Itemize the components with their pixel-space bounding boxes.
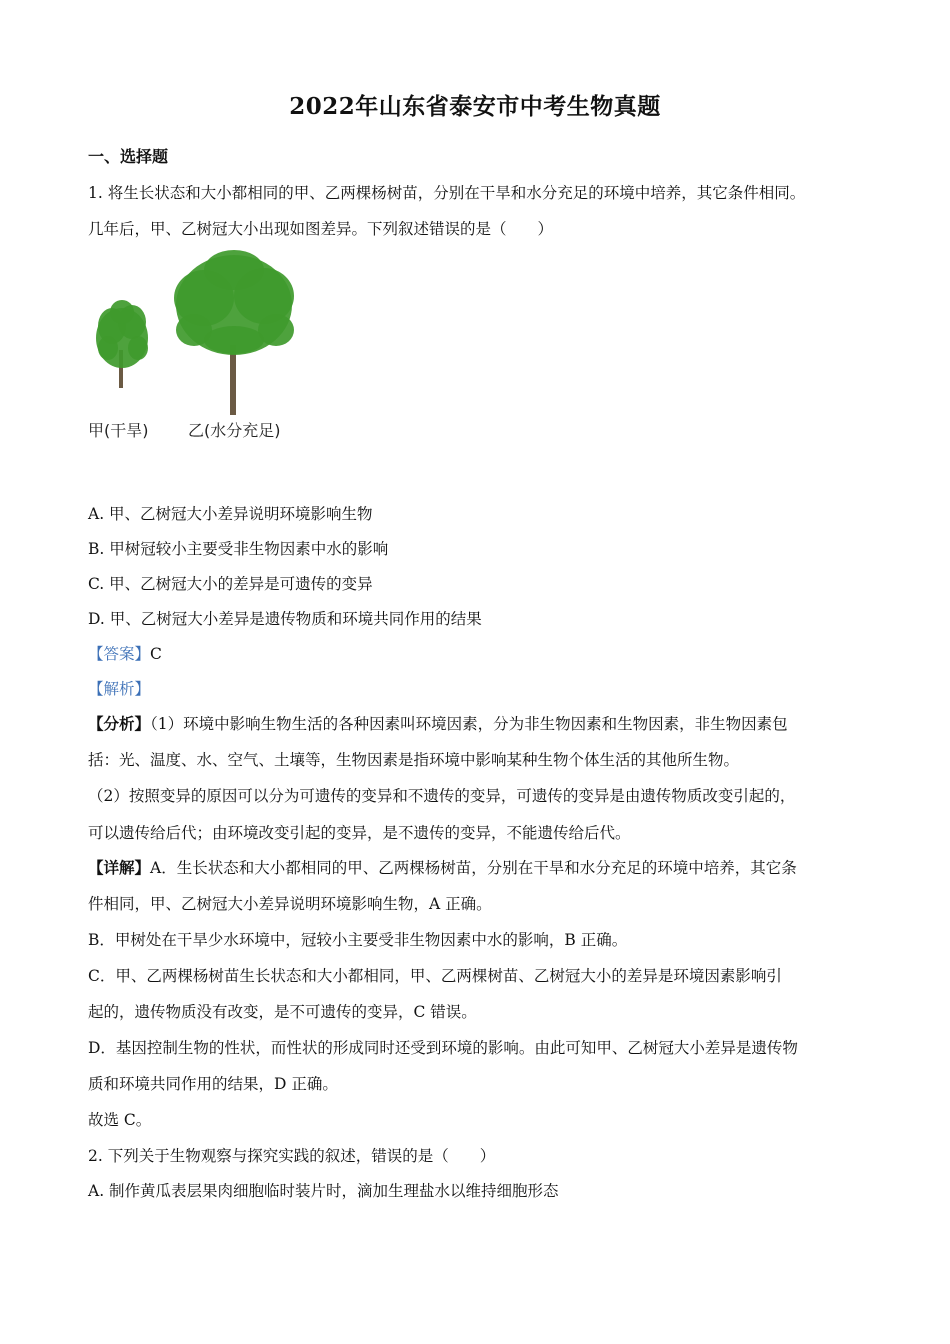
option-b: B. 甲树冠较小主要受非生物因素中水的影响 [88,540,389,558]
small-tree-icon [96,300,148,388]
xiangjie-line-5: 起的，遗传物质没有改变，是不可遗传的变异，C 错误。 [88,1003,477,1021]
xiangjie-line-1 [88,857,863,879]
figure-caption-a: 甲(干旱) [88,421,149,440]
fenxi-label: 【分析】 [88,714,151,733]
section-heading: 一、选择题 [88,147,169,166]
fenxi-line-1 [88,713,863,735]
figure-caption-b: 乙(水分充足) [188,421,281,440]
fenxi-text-1: （1）环境中影响生物生活的各种因素叫环境因素，分为非生物因素和生物因素，非生物因素包 [150,715,788,733]
tree-illustration [86,250,326,415]
xiangjie-line-7: 质和环境共同作用的结果，D 正确。 [88,1075,338,1093]
xiangjie-line-3: B．甲树处在干旱少水环境中，冠较小主要受非生物因素中水的影响，B 正确。 [88,931,628,949]
fenxi-line-2: 括：光、温度、水、空气、土壤等，生物因素是指环境中影响某种生物个体生活的其他所生物。 [88,751,740,769]
option-a: A. 甲、乙树冠大小差异说明环境影响生物 [88,505,373,523]
fenxi-line-4: 可以遗传给后代；由环境改变引起的变异，是不遗传的变异，不能遗传给后代。 [88,824,631,842]
xiangjie-text-1: A．生长状态和大小都相同的甲、乙两棵杨树苗，分别在干旱和水分充足的环境中培养，其它条 [150,859,797,877]
analysis-label: 【解析】 [88,680,151,698]
xiangjie-line-2: 件相同，甲、乙树冠大小差异说明环境影响生物，A 正确。 [88,895,492,913]
answer-line [88,643,863,665]
tree-comparison-figure [86,250,326,445]
question-1-stem-line-2: 几年后，甲、乙树冠大小出现如图差异。下列叙述错误的是（ ） [88,220,554,238]
question-1-stem-line-1: 1. 将生长状态和大小都相同的甲、乙两棵杨树苗，分别在干旱和水分充足的环境中培养，其它条件相同。 [88,184,806,202]
answer-value: C [150,645,162,663]
fenxi-line-3: （2）按照变异的原因可以分为可遗传的变异和不遗传的变异，可遗传的变异是由遗传物质改变引起的， [88,787,796,805]
page-title: 2022年山东省泰安市中考生物真题 [289,93,661,120]
question-2-stem: 2. 下列关于生物观察与探究实践的叙述，错误的是（ ） [88,1147,496,1165]
conclusion: 故选 C。 [88,1111,152,1129]
xiangjie-label: 【详解】 [88,858,151,877]
large-tree-icon [174,250,294,415]
question-2-option-a: A. 制作黄瓜表层果肉细胞临时装片时，滴加生理盐水以维持细胞形态 [88,1182,559,1200]
answer-label: 【答案】 [88,645,151,663]
xiangjie-line-6: D．基因控制生物的性状，而性状的形成同时还受到环境的影响。由此可知甲、乙树冠大小差异是遗传物 [88,1039,798,1057]
xiangjie-line-4: C．甲、乙两棵杨树苗生长状态和大小都相同，甲、乙两棵树苗、乙树冠大小的差异是环境因素影响引 [88,967,782,985]
option-d: D. 甲、乙树冠大小差异是遗传物质和环境共同作用的结果 [88,610,482,628]
option-c: C. 甲、乙树冠大小的差异是可遗传的变异 [88,575,373,593]
